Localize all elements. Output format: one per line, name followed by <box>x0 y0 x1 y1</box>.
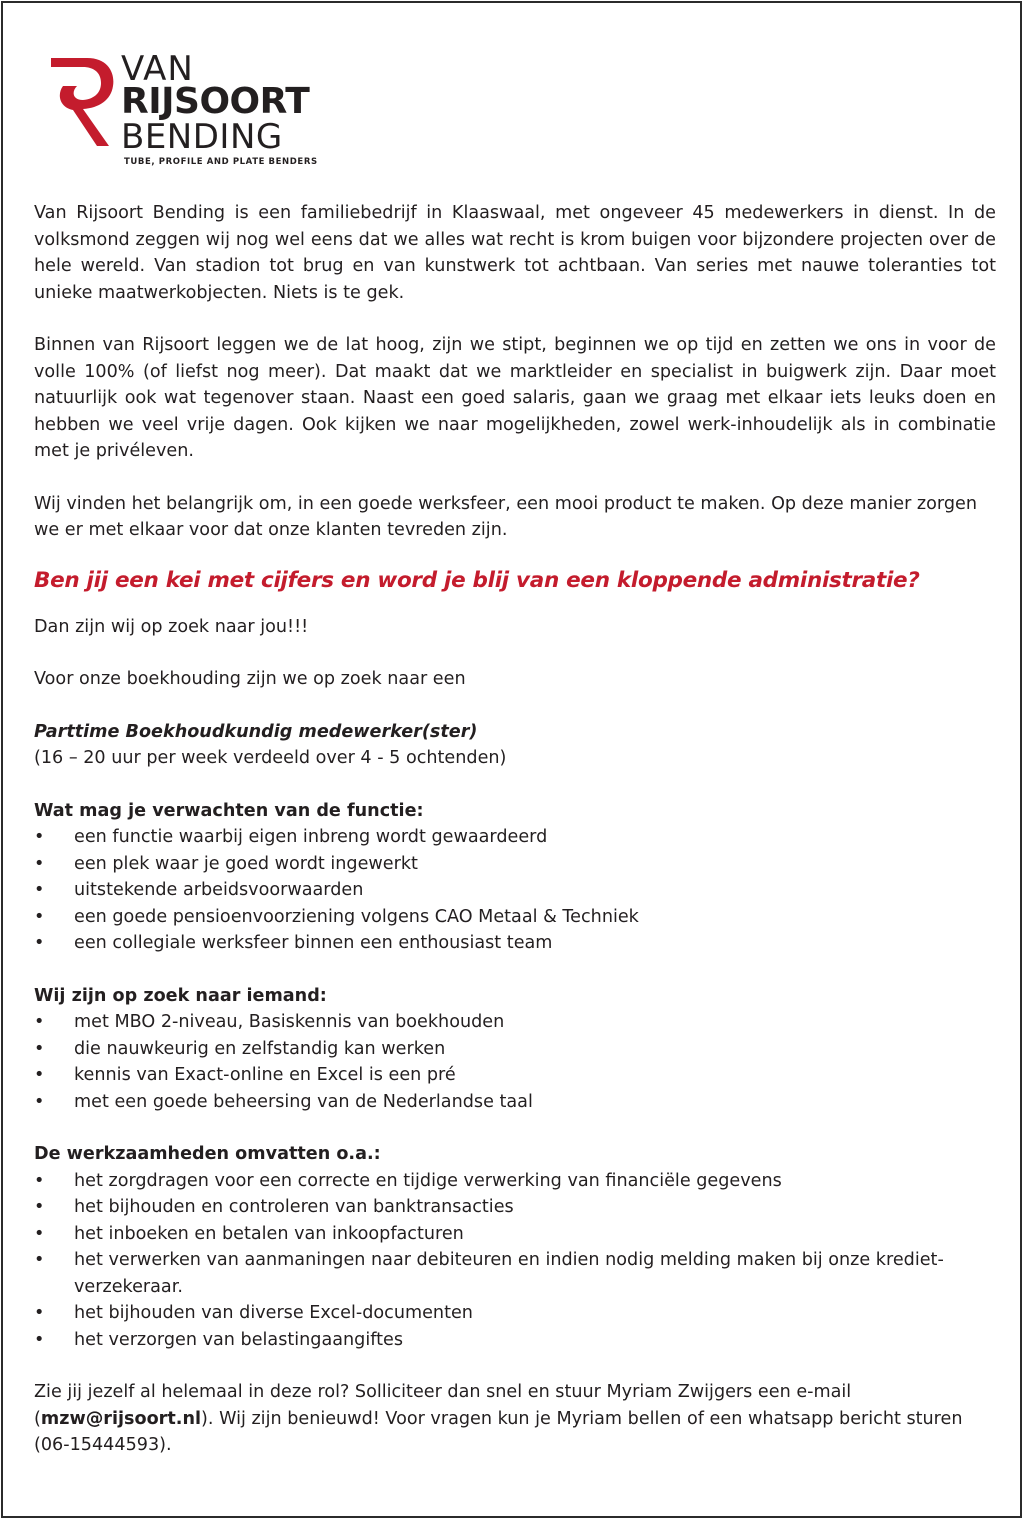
job-ad-page <box>1 1 1022 1518</box>
list-item: • een plek waar je goed wordt ingewerkt <box>34 851 996 878</box>
callout: Dan zijn wij op zoek naar jou!!! <box>34 616 309 637</box>
list-item: • een goede pensioenvoorziening volgens CAO Metaal & Techniek <box>34 904 996 931</box>
logo-r-mark-icon <box>47 50 117 150</box>
company-logo <box>47 46 347 171</box>
tasks-heading: De werkzaamheden omvatten o.a.: <box>34 1144 381 1164</box>
seeking-list <box>34 1009 996 1115</box>
closing-open-paren: ( <box>34 1408 41 1429</box>
intro-paragraph-3: Wij vinden het belangrijk om, in een goede werksfeer, een mooi product te maken. Op deze manier zorgen we er met elkaar voor dat onze klanten tevreden zijn. <box>34 493 978 540</box>
list-item: • het verzorgen van belastingaangiftes <box>34 1327 996 1354</box>
headline: Ben jij een kei met cijfers en word je blij van een kloppende administratie? <box>34 567 920 593</box>
ad-content <box>34 200 996 1459</box>
logo-word-van: VAN <box>121 49 194 89</box>
logo-r-shape <box>51 58 113 146</box>
job-hours: (16 – 20 uur per week verdeeld over 4 - 5 ochtenden) <box>34 748 507 768</box>
closing-line-1: Zie jij jezelf al helemaal in deze rol? Solliciteer dan snel en stuur Myriam Zwijgers een e-mail <box>34 1382 852 1402</box>
list-item: • een functie waarbij eigen inbreng wordt gewaardeerd <box>34 824 996 851</box>
list-item: • het inboeken en betalen van inkoopfacturen <box>34 1221 996 1248</box>
closing-paragraph <box>34 1379 996 1459</box>
expect-heading: Wat mag je verwachten van de functie: <box>34 800 424 821</box>
list-item: • met een goede beheersing van de Nederlandse taal <box>34 1089 996 1116</box>
logo-word-bending: BENDING <box>121 117 283 157</box>
list-item: • het bijhouden en controleren van banktransacties <box>34 1194 996 1221</box>
list-item: • uitstekende arbeidsvoorwaarden <box>34 877 996 904</box>
list-item: • kennis van Exact-online en Excel is een pré <box>34 1062 996 1089</box>
logo-word-rijsoort: RIJSOORT <box>121 81 310 122</box>
phone-number: (06-15444593). <box>34 1435 172 1455</box>
list-item: • die nauwkeurig en zelfstandig kan werken <box>34 1036 996 1063</box>
intro-paragraph-1: Van Rijsoort Bending is een familiebedrijf in Klaaswaal, met ongeveer 45 medewerkers in dienst. In de volksmond zeggen wij nog wel eens dat we alles wat recht is krom buigen voor bijzondere projecten over de hele wereld. Van stadion tot brug en van kunstwerk tot achtbaan. Van series met nauwe toleranties tot unieke maatwerkobjecten. Niets is te gek. <box>34 203 996 303</box>
list-item: • het bijhouden van diverse Excel-documenten <box>34 1300 996 1327</box>
intro-paragraph-2: Binnen van Rijsoort leggen we de lat hoog, zijn we stipt, beginnen we op tijd en zetten we ons in voor de volle 100% (of liefst nog meer). Dat maakt dat we marktleider en specialist in buigwerk zijn. Daar moet natuurlijk ook wat tegenover staan. Naast een goed salaris, gaan we graag met elkaar iets leuks doen en hebben we veel vrije dagen. Ook kijken we naar mogelijkheden, zowel werk-inhoudelijk als in combinatie met je privéleven. <box>34 335 996 461</box>
list-item: • een collegiale werksfeer binnen een enthousiast team <box>34 930 996 957</box>
expect-list <box>34 824 996 957</box>
tasks-list <box>34 1168 996 1354</box>
lead-sentence: Voor onze boekhouding zijn we op zoek naar een <box>34 669 466 689</box>
list-item: • met MBO 2-niveau, Basiskennis van boekhouden <box>34 1009 996 1036</box>
list-item: • het verwerken van aanmaningen naar debiteuren en indien nodig melding maken bij onze krediet-verzekeraar. <box>34 1247 996 1300</box>
list-item: • het zorgdragen voor een correcte en tijdige verwerking van financiële gegevens <box>34 1168 996 1195</box>
logo-tagline: TUBE, PROFILE AND PLATE BENDERS <box>124 157 318 167</box>
job-title: Parttime Boekhoudkundig medewerker(ster) <box>34 721 478 742</box>
seeking-heading: Wij zijn op zoek naar iemand: <box>34 985 327 1006</box>
email-link[interactable]: mzw@rijsoort.nl <box>40 1408 202 1429</box>
closing-rest: ). Wij zijn benieuwd! Voor vragen kun je Myriam bellen of een whatsapp bericht sturen <box>201 1408 963 1429</box>
